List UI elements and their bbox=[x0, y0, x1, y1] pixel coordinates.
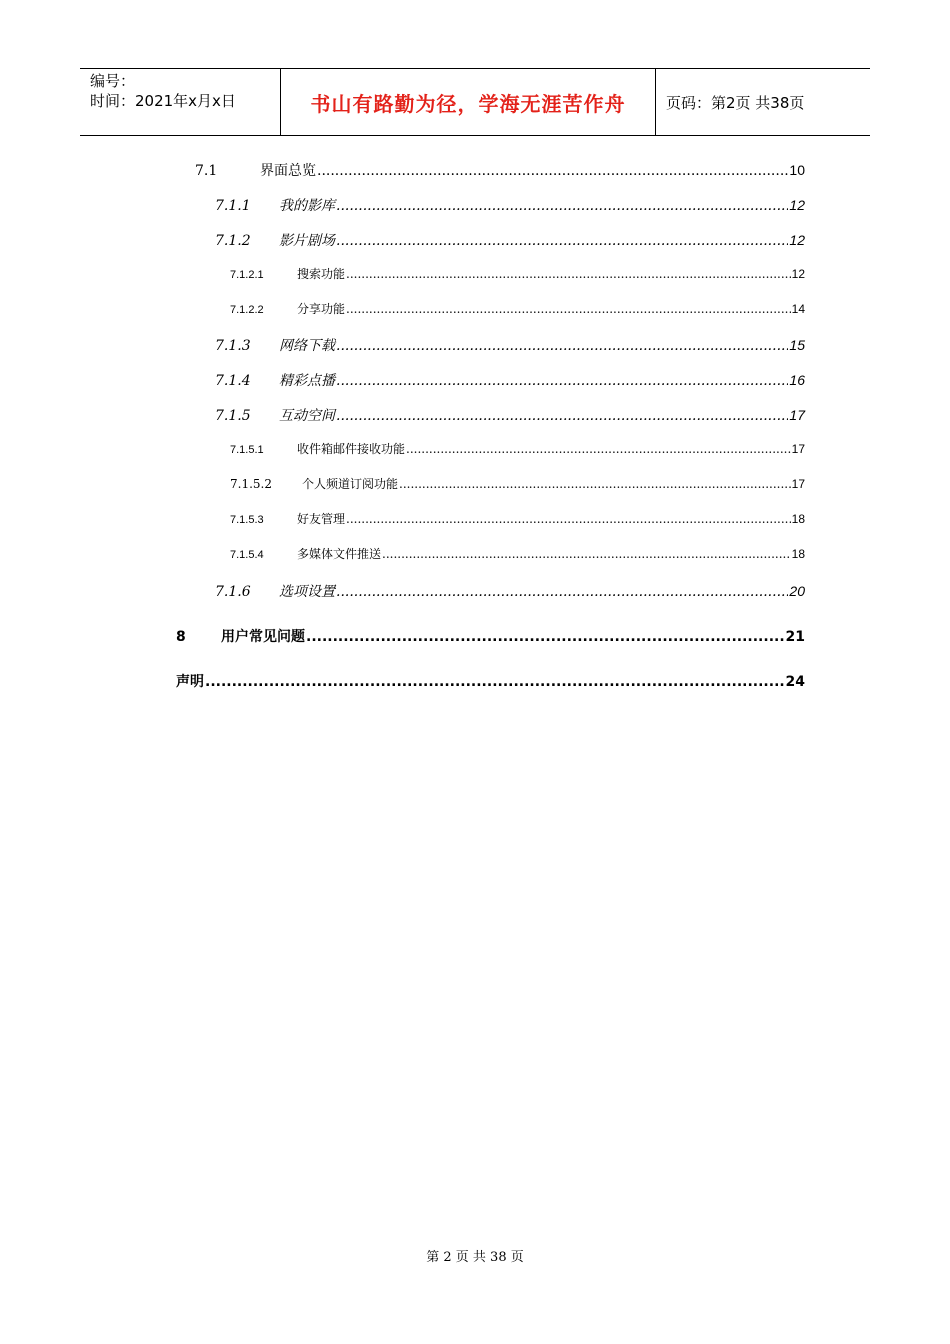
toc-entry-page: 16 bbox=[789, 372, 805, 388]
toc-entry-title: 选项设置 bbox=[279, 584, 335, 600]
toc-entry-number: 7.1.6 bbox=[215, 584, 251, 600]
header-motto: 书山有路勤为径，学海无涯苦作舟 bbox=[281, 69, 656, 135]
toc-entry[interactable] bbox=[176, 671, 805, 693]
toc-entry-title: 分享功能 bbox=[297, 302, 346, 316]
toc-entry-page: 18 bbox=[791, 512, 805, 526]
toc-entry-number: 7.1.5.3 bbox=[230, 514, 264, 526]
toc-entry-page: 12 bbox=[789, 232, 805, 248]
toc-entry[interactable] bbox=[230, 510, 805, 532]
toc-entry[interactable] bbox=[230, 265, 805, 287]
toc-leader-dots bbox=[399, 477, 791, 491]
toc-entry-title: 影片剧场 bbox=[279, 233, 335, 249]
toc-entry-number: 7.1.3 bbox=[215, 338, 251, 354]
toc-entry-title: 搜索功能 bbox=[297, 267, 346, 281]
page-footer: 第 2 页 共 38 页 bbox=[426, 1250, 524, 1265]
toc-entry[interactable] bbox=[195, 160, 805, 182]
toc-entry-title: 多媒体文件推送 bbox=[297, 547, 382, 561]
toc-leader-dots bbox=[205, 674, 785, 690]
toc-entry-page: 10 bbox=[789, 162, 805, 178]
toc-entry-page: 17 bbox=[791, 477, 805, 491]
toc-entry-number: 7.1.5.4 bbox=[230, 549, 264, 561]
toc-entry-page: 12 bbox=[789, 197, 805, 213]
toc-entry-page: 24 bbox=[785, 674, 805, 690]
toc-leader-dots bbox=[317, 163, 788, 179]
toc-entry-page: 20 bbox=[789, 583, 805, 599]
toc-entry[interactable] bbox=[176, 626, 805, 648]
toc-entry-title: 界面总览 bbox=[260, 163, 316, 179]
document-number-label: 编号： bbox=[90, 72, 136, 90]
toc-entry[interactable] bbox=[230, 440, 805, 462]
toc-entry-number: 7.1.1 bbox=[215, 198, 251, 214]
toc-entry[interactable] bbox=[215, 195, 805, 217]
toc-leader-dots bbox=[382, 547, 791, 561]
toc-entry[interactable] bbox=[215, 581, 805, 603]
document-time-label: 时间：2021年x月x日 bbox=[90, 92, 236, 110]
toc-entry-page: 15 bbox=[789, 337, 805, 353]
toc-entry-number: 7.1 bbox=[195, 163, 218, 179]
toc-entry-number: 8 bbox=[176, 629, 186, 645]
toc-entry[interactable] bbox=[215, 370, 805, 392]
toc-entry-title: 精彩点播 bbox=[279, 373, 335, 389]
toc-entry-title: 声明 bbox=[176, 674, 204, 690]
toc-leader-dots bbox=[306, 629, 785, 645]
toc-leader-dots bbox=[346, 512, 791, 526]
toc-entry-page: 17 bbox=[791, 442, 805, 456]
toc-entry[interactable] bbox=[215, 405, 805, 427]
toc-entry[interactable] bbox=[215, 230, 805, 252]
toc-entry[interactable] bbox=[215, 335, 805, 357]
toc-leader-dots bbox=[336, 338, 788, 354]
toc-leader-dots bbox=[336, 198, 788, 214]
toc-entry[interactable] bbox=[230, 475, 805, 497]
toc-entry-title: 收件箱邮件接收功能 bbox=[297, 442, 406, 456]
toc-entry[interactable] bbox=[230, 300, 805, 322]
toc-entry-number: 7.1.2.2 bbox=[230, 304, 264, 316]
toc-leader-dots bbox=[336, 373, 788, 389]
toc-entry-page: 18 bbox=[791, 547, 805, 561]
toc-entry-page: 17 bbox=[789, 407, 805, 423]
toc-entry-number: 7.1.5 bbox=[215, 408, 251, 424]
toc-entry-title: 好友管理 bbox=[297, 512, 346, 526]
toc-entry[interactable] bbox=[230, 545, 805, 567]
toc-entry-number: 7.1.2 bbox=[215, 233, 251, 249]
toc-leader-dots bbox=[346, 302, 791, 316]
toc-leader-dots bbox=[346, 267, 791, 281]
toc-entry-page: 12 bbox=[791, 267, 805, 281]
toc-entry-title: 我的影库 bbox=[279, 198, 335, 214]
toc-entry-number: 7.1.5.1 bbox=[230, 444, 264, 456]
toc-leader-dots bbox=[406, 442, 791, 456]
toc-entry-page: 21 bbox=[785, 629, 805, 645]
toc-leader-dots bbox=[336, 408, 788, 424]
header-meta bbox=[80, 69, 281, 135]
toc-entry-number: 7.1.2.1 bbox=[230, 269, 264, 281]
toc-leader-dots bbox=[336, 233, 788, 249]
toc-entry-number: 7.1.4 bbox=[215, 373, 251, 389]
header-page-label: 页码：第2页 共38页 bbox=[666, 93, 805, 112]
toc-leader-dots bbox=[336, 584, 788, 600]
page-header bbox=[80, 68, 870, 136]
toc-entry-title: 网络下载 bbox=[279, 338, 335, 354]
toc-entry-title: 互动空间 bbox=[279, 408, 335, 424]
toc-entry-page: 14 bbox=[791, 302, 805, 316]
toc-entry-number: 7.1.5.2 bbox=[230, 477, 272, 491]
toc-entry-title: 个人频道订阅功能 bbox=[302, 477, 399, 491]
toc-entry-title: 用户常见问题 bbox=[221, 629, 305, 645]
